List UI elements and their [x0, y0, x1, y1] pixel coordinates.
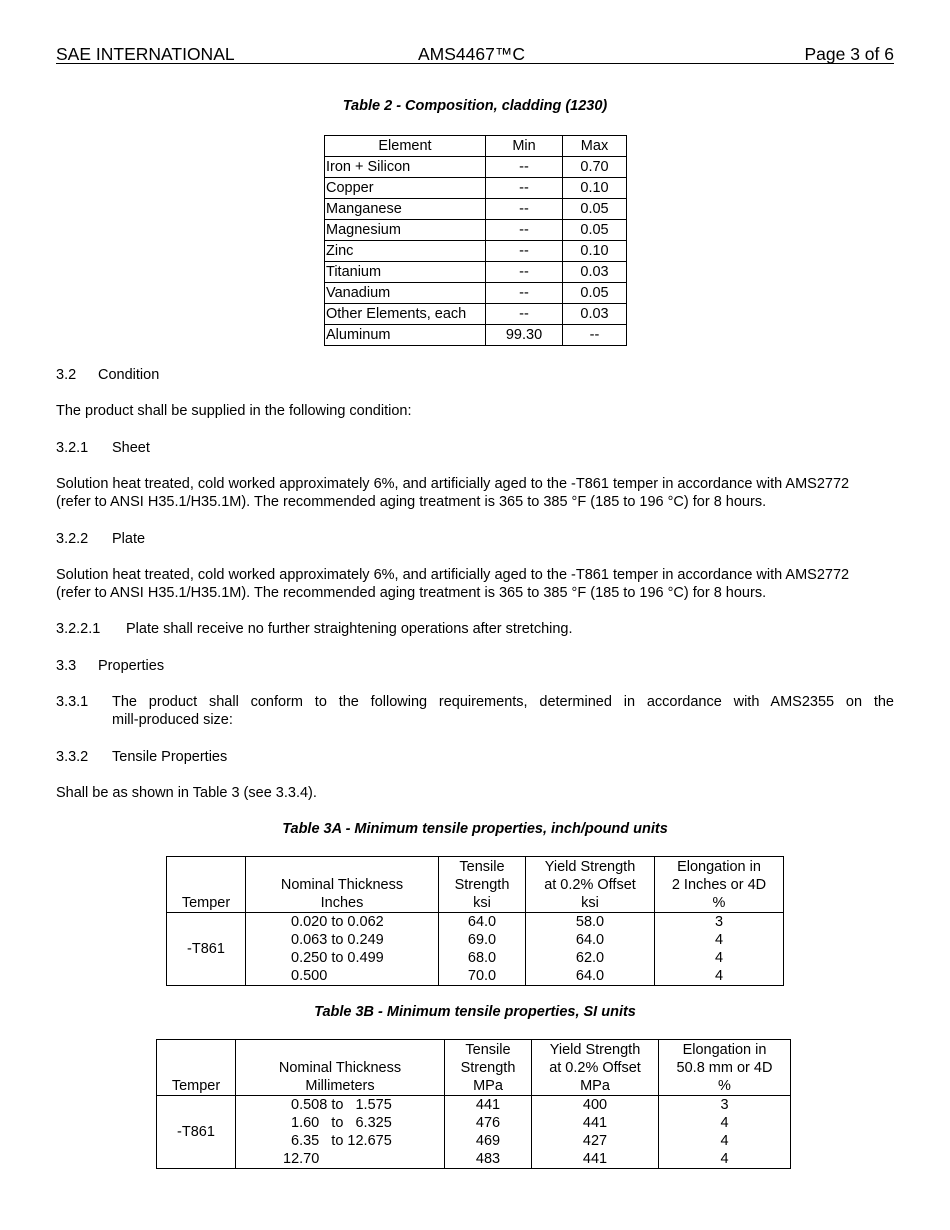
elongation-value: 4	[714, 950, 724, 966]
thickness-value: 0.020 to 0.062	[291, 914, 384, 930]
section-number: 3.3.1	[56, 694, 89, 710]
tensile-value: 441	[475, 1097, 501, 1113]
header-org: SAE INTERNATIONAL	[56, 44, 235, 64]
elongation-value: 4	[714, 968, 724, 984]
tensile-si-table	[156, 1039, 791, 1169]
table-row	[325, 220, 627, 241]
section-title: Plate	[112, 531, 146, 547]
table-row	[325, 304, 627, 325]
tensile-value: 69.0	[467, 932, 497, 948]
max-cell: 0.10	[563, 178, 627, 199]
min-cell: --	[486, 199, 563, 220]
thickness-value: 0.250 to 0.499	[291, 950, 384, 966]
tensile-value: 469	[475, 1133, 501, 1149]
condition-paragraph: The product shall be supplied in the following condition:	[56, 403, 412, 419]
temper-cell: -T861	[167, 913, 246, 986]
temper-cell: -T861	[157, 1096, 236, 1169]
paragraph-line: Solution heat treated, cold worked approximately 6%, and artificially aged to the -T861 temper in accordance with AMS2772	[56, 476, 850, 492]
col-header-temper: Temper	[157, 1040, 236, 1096]
element-cell: Other Elements, each	[325, 304, 486, 325]
element-cell: Vanadium	[325, 283, 486, 304]
yield-value: 427	[582, 1133, 608, 1149]
header-line: Strength	[460, 1060, 516, 1076]
table-header-row	[325, 136, 627, 157]
min-cell: --	[486, 220, 563, 241]
section-number: 3.2.2	[56, 531, 89, 547]
col-header-thickness	[246, 857, 439, 913]
yield-value: 62.0	[575, 950, 605, 966]
section-text: Plate shall receive no further straightening operations after stretching.	[126, 621, 573, 637]
max-cell: --	[563, 325, 627, 346]
yield-value: 64.0	[575, 932, 605, 948]
elongation-cell	[655, 913, 784, 986]
paragraph-line: The product shall conform to the following requirements, determined in accordance with AMS2355 on the	[112, 694, 894, 710]
header-line: 50.8 mm or 4D	[676, 1060, 773, 1076]
max-cell: 0.10	[563, 241, 627, 262]
col-header-min: Min	[486, 136, 563, 157]
tensile-value: 68.0	[467, 950, 497, 966]
header-line: Tensile	[465, 1042, 511, 1058]
col-header-yield	[532, 1040, 659, 1096]
max-cell: 0.05	[563, 220, 627, 241]
table-row	[325, 283, 627, 304]
max-cell: 0.70	[563, 157, 627, 178]
elongation-value: 4	[714, 932, 724, 948]
header-line: Elongation in	[677, 859, 761, 875]
col-header-elongation	[659, 1040, 791, 1096]
min-cell: --	[486, 241, 563, 262]
header-line: Nominal Thickness	[280, 877, 404, 893]
section-3-2-2-heading	[56, 530, 894, 548]
element-cell: Zinc	[325, 241, 486, 262]
header-line: at 0.2% Offset	[544, 877, 636, 893]
yield-value: 400	[582, 1097, 608, 1113]
col-header-thickness	[236, 1040, 445, 1096]
yield-value: 58.0	[575, 914, 605, 930]
header-page-number: Page 3 of 6	[804, 44, 894, 64]
col-header-element: Element	[325, 136, 486, 157]
section-title: Tensile Properties	[112, 749, 228, 765]
table-row	[325, 199, 627, 220]
section-3-3-heading	[56, 657, 894, 675]
paragraph-line: (refer to ANSI H35.1/H35.1M). The recommended aging treatment is 365 to 385 °F (185 to 196 °C) for 8 hours.	[56, 494, 767, 510]
header-line: MPa	[580, 1078, 610, 1094]
elongation-value: 4	[720, 1115, 729, 1131]
thickness-value: 0.500	[291, 968, 328, 984]
yield-value: 441	[582, 1115, 608, 1131]
header-line: ksi	[581, 895, 599, 911]
thickness-value: 1.60 to 6.325	[291, 1115, 392, 1131]
section-3-2-heading	[56, 366, 894, 384]
thickness-cell	[236, 1096, 445, 1169]
element-cell: Aluminum	[325, 325, 486, 346]
elongation-value: 3	[714, 914, 724, 930]
element-cell: Titanium	[325, 262, 486, 283]
tensile-cell	[445, 1096, 532, 1169]
min-cell: --	[486, 157, 563, 178]
col-header-tensile	[439, 857, 526, 913]
table-header-row	[157, 1040, 791, 1096]
header-line: Yield Strength	[549, 1042, 641, 1058]
header-line: Elongation in	[682, 1042, 767, 1058]
table-row	[325, 178, 627, 199]
thickness-value: 12.70	[283, 1151, 320, 1167]
paragraph-line: mill-produced size:	[112, 712, 233, 728]
col-header-max: Max	[563, 136, 627, 157]
tensile-cell	[439, 913, 526, 986]
yield-cell	[532, 1096, 659, 1169]
table-row	[325, 262, 627, 283]
min-cell: --	[486, 262, 563, 283]
section-number: 3.2.1	[56, 440, 89, 456]
thickness-cell	[246, 913, 439, 986]
header-line: Nominal Thickness	[278, 1060, 402, 1076]
yield-cell	[526, 913, 655, 986]
tensile-value: 64.0	[467, 914, 497, 930]
header-line: Tensile	[459, 859, 505, 875]
sheet-paragraph	[56, 475, 894, 511]
table-row	[167, 913, 784, 986]
paragraph-line: Solution heat treated, cold worked approximately 6%, and artificially aged to the -T861 temper in accordance with AMS2772	[56, 567, 850, 583]
element-cell: Manganese	[325, 199, 486, 220]
header-line: MPa	[473, 1078, 503, 1094]
header-line: at 0.2% Offset	[549, 1060, 641, 1076]
min-cell: --	[486, 283, 563, 304]
thickness-value: 0.063 to 0.249	[291, 932, 384, 948]
section-number: 3.3	[56, 658, 77, 674]
col-header-yield	[526, 857, 655, 913]
max-cell: 0.05	[563, 199, 627, 220]
col-header-tensile	[445, 1040, 532, 1096]
section-3-2-1-heading	[56, 439, 894, 457]
table-row	[325, 157, 627, 178]
max-cell: 0.03	[563, 262, 627, 283]
tensile-paragraph: Shall be as shown in Table 3 (see 3.3.4).	[56, 785, 317, 801]
elongation-value: 4	[720, 1133, 729, 1149]
tensile-value: 476	[475, 1115, 501, 1131]
section-title: Properties	[98, 658, 165, 674]
table-row	[325, 241, 627, 262]
col-header-elongation	[655, 857, 784, 913]
min-cell: --	[486, 304, 563, 325]
yield-value: 64.0	[575, 968, 605, 984]
min-cell: 99.30	[486, 325, 563, 346]
thickness-value: 6.35 to 12.675	[291, 1133, 392, 1149]
header-line: Millimeters	[305, 1078, 375, 1094]
thickness-value: 0.508 to 1.575	[291, 1097, 392, 1113]
composition-table	[324, 135, 627, 346]
header-line: 2 Inches or 4D	[671, 877, 767, 893]
tensile-inch-table	[166, 856, 784, 986]
header-rule	[56, 63, 894, 64]
elongation-value: 3	[720, 1097, 729, 1113]
tensile-value: 70.0	[467, 968, 497, 984]
tensile-value: 483	[475, 1151, 501, 1167]
header-line: ksi	[473, 895, 491, 911]
paragraph-line: (refer to ANSI H35.1/H35.1M). The recommended aging treatment is 365 to 385 °F (185 to 196 °C) for 8 hours.	[56, 585, 767, 601]
section-title: Condition	[98, 367, 160, 383]
header-doc-number: AMS4467™C	[418, 44, 525, 64]
max-cell: 0.03	[563, 304, 627, 325]
section-3-2-2-1	[56, 620, 894, 638]
element-cell: Iron + Silicon	[325, 157, 486, 178]
element-cell: Magnesium	[325, 220, 486, 241]
col-header-temper: Temper	[167, 857, 246, 913]
section-number: 3.2	[56, 367, 77, 383]
yield-value: 441	[582, 1151, 608, 1167]
table-header-row	[167, 857, 784, 913]
element-cell: Copper	[325, 178, 486, 199]
table-row	[325, 325, 627, 346]
section-number: 3.2.2.1	[56, 621, 101, 637]
section-title: Sheet	[112, 440, 150, 456]
section-3-3-1	[56, 693, 894, 729]
section-number: 3.3.2	[56, 749, 89, 765]
table-row	[157, 1096, 791, 1169]
elongation-cell	[659, 1096, 791, 1169]
header-line: %	[712, 895, 726, 911]
header-line: Inches	[320, 895, 364, 911]
min-cell: --	[486, 178, 563, 199]
table3a-caption: Table 3A - Minimum tensile properties, inch/pound units	[282, 821, 668, 837]
header-line: %	[718, 1078, 731, 1094]
elongation-value: 4	[720, 1151, 729, 1167]
table2-caption: Table 2 - Composition, cladding (1230)	[342, 98, 608, 114]
table3b-caption: Table 3B - Minimum tensile properties, SI units	[314, 1004, 636, 1020]
section-3-3-2-heading	[56, 748, 894, 766]
plate-paragraph	[56, 566, 894, 602]
header-line: Yield Strength	[544, 859, 636, 875]
header-line: Strength	[454, 877, 510, 893]
max-cell: 0.05	[563, 283, 627, 304]
